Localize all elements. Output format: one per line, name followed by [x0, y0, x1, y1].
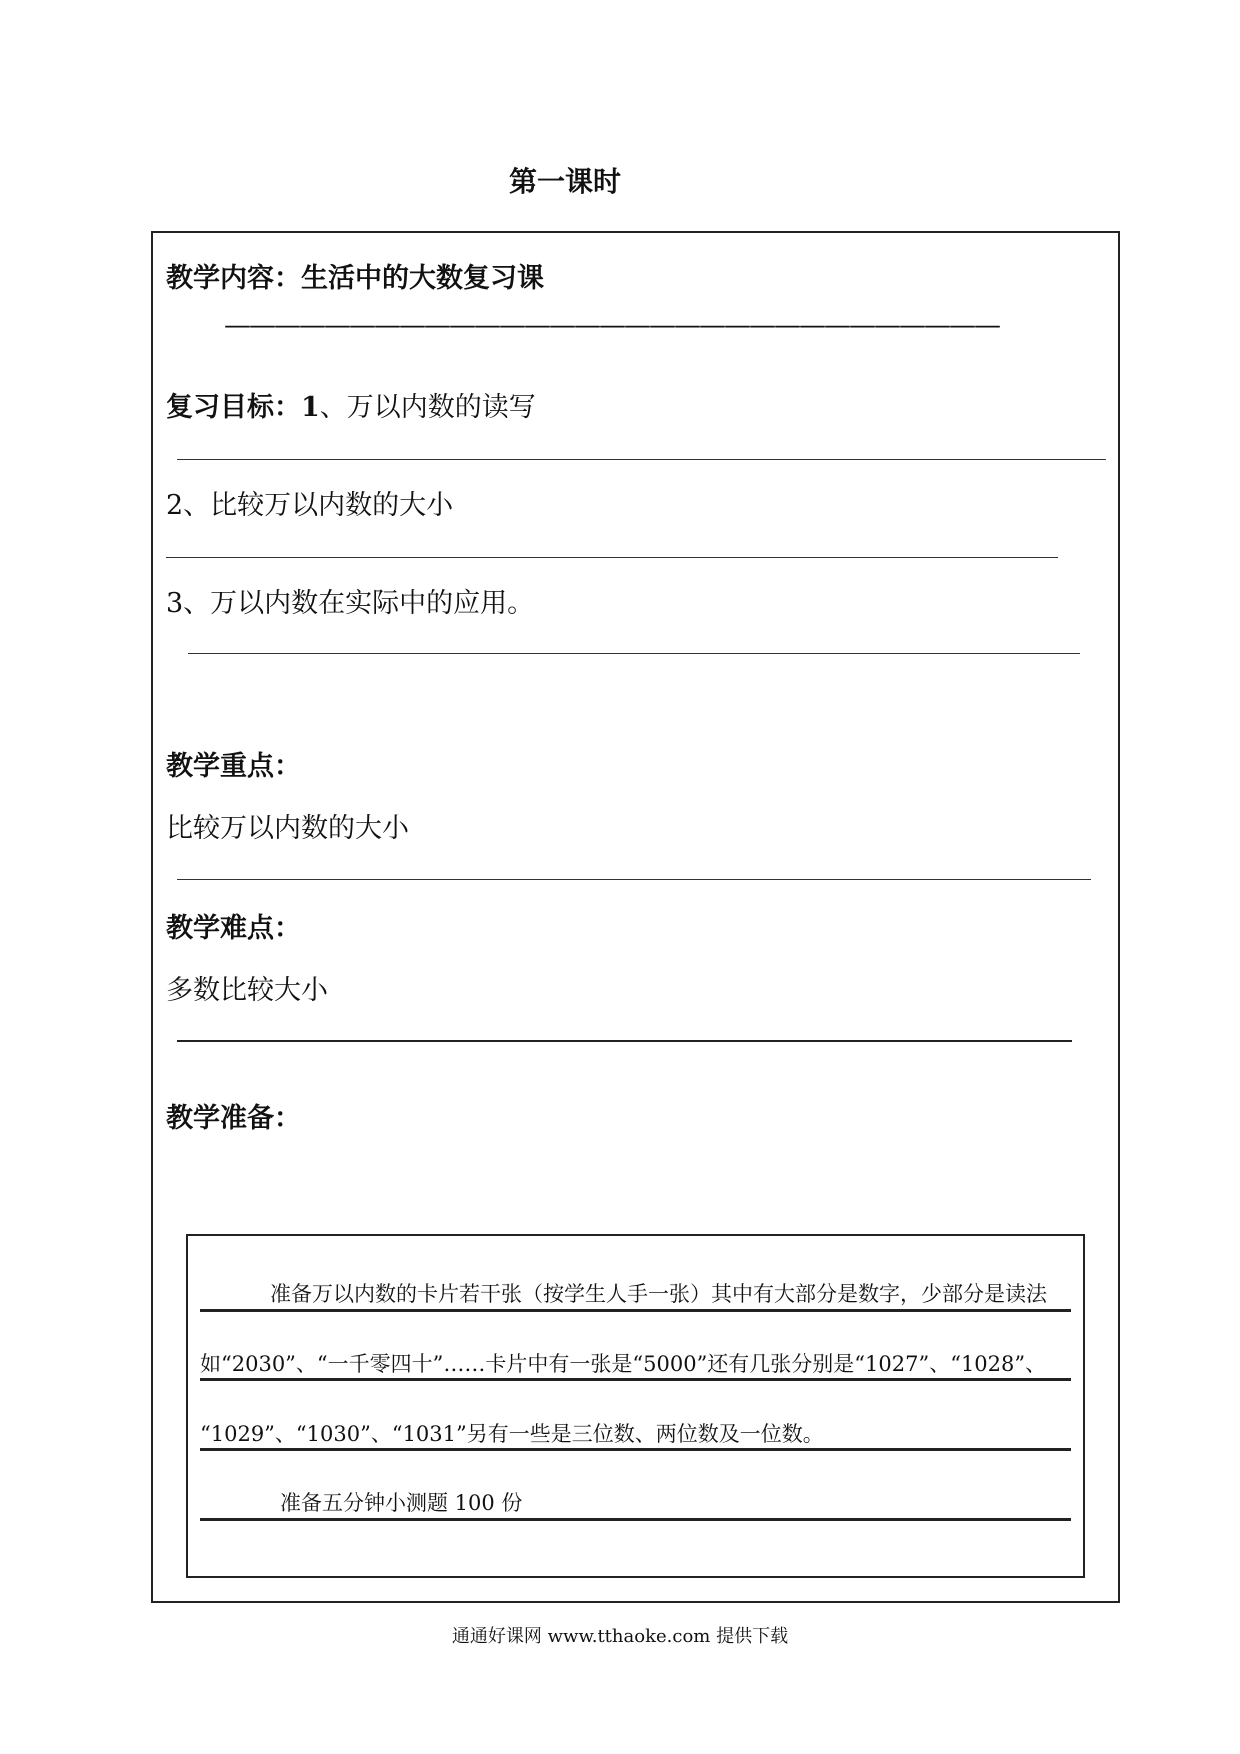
preparation-line-4: 准备五分钟小测题 100 份 — [280, 1491, 523, 1515]
goal-1-underline — [177, 459, 1106, 460]
key-point-label: 教学重点： — [166, 751, 301, 782]
goals-heading — [166, 385, 536, 424]
goal-1-text: 、万以内数的读写 — [319, 392, 536, 423]
key-point-text: 比较万以内数的大小 — [166, 813, 409, 844]
content-dash-line: ——————————————————————————————— — [224, 310, 999, 341]
preparation-rule-1 — [200, 1309, 1071, 1312]
preparation-line-1: 准备万以内数的卡片若干张（按学生人手一张）其中有大部分是数字，少部分是读法 — [270, 1282, 1047, 1306]
goal-1-number: 1 — [301, 392, 320, 423]
preparation-label: 教学准备： — [166, 1103, 301, 1134]
goal-2-underline — [166, 557, 1058, 558]
key-point-underline — [177, 879, 1091, 880]
difficulty-underline — [177, 1040, 1072, 1042]
goal-3: 3、万以内数在实际中的应用。 — [166, 588, 535, 619]
content-label: 教学内容：生活中的大数复习课 — [166, 263, 544, 294]
page-title: 第一课时 — [508, 165, 621, 198]
goals-label: 复习目标： — [166, 392, 301, 423]
preparation-rule-3 — [200, 1448, 1071, 1451]
preparation-rule-4 — [200, 1518, 1071, 1521]
preparation-line-3: “1029”、“1030”、“1031”另有一些是三位数、两位数及一位数。 — [200, 1422, 824, 1446]
difficulty-label: 教学难点： — [166, 913, 301, 944]
difficulty-text: 多数比较大小 — [166, 975, 328, 1006]
goal-2: 2、比较万以内数的大小 — [166, 490, 454, 521]
preparation-line-2: 如“2030”、“一千零四十”……卡片中有一张是“5000”还有几张分别是“1027”、“1028”、 — [200, 1352, 1047, 1376]
preparation-rule-2 — [200, 1378, 1071, 1381]
footer-credit: 通通好课网 www.tthaoke.com 提供下载 — [451, 1626, 789, 1647]
goal-3-underline — [188, 653, 1080, 654]
